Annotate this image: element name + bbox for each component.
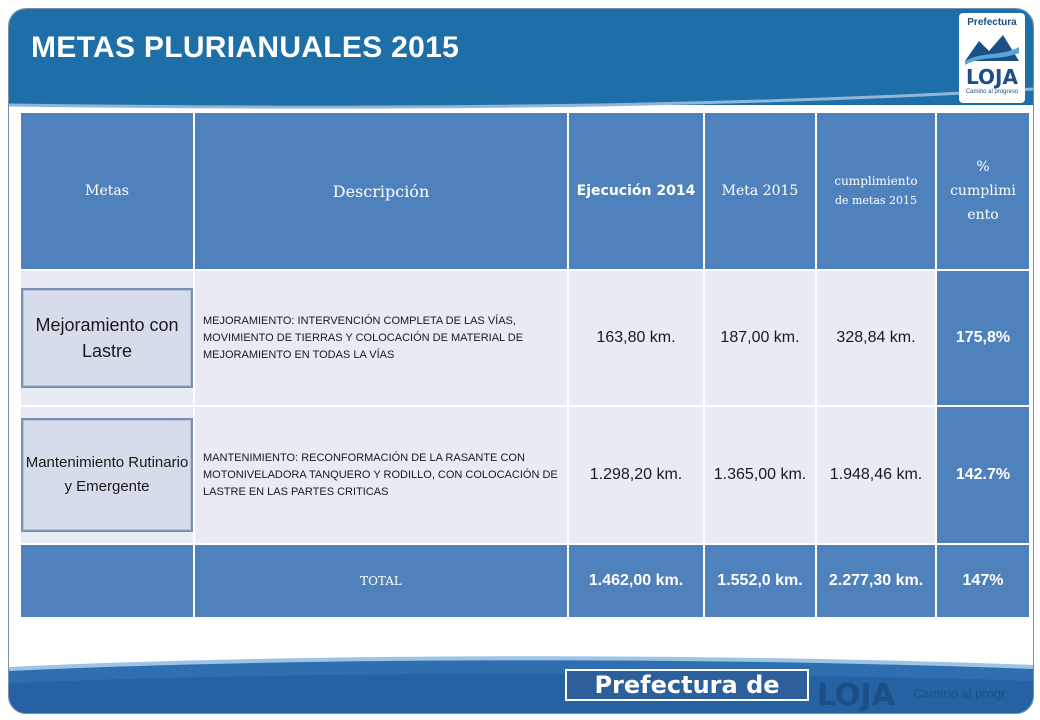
header-pct-line1: % <box>976 159 990 175</box>
footer-brand: Prefectura de <box>565 669 809 701</box>
header-cumplimiento-line1: cumplimiento <box>834 174 918 188</box>
table-row <box>20 406 1030 544</box>
meta-2015-cell: 187,00 km. <box>704 270 816 406</box>
meta-label: Mejoramiento con Lastre <box>21 288 193 388</box>
header-descripcion: Descripción <box>194 112 568 270</box>
page-title: METAS PLURIANUALES 2015 <box>31 31 460 64</box>
header-meta-2015: Meta 2015 <box>704 112 816 270</box>
header-cumplimiento <box>816 112 936 270</box>
meta-cell <box>20 270 194 406</box>
mountain-logo-icon <box>959 27 1025 67</box>
ejecucion-2014-cell: 163,80 km. <box>568 270 704 406</box>
table-header-row <box>20 112 1030 270</box>
meta-label: Mantenimiento Rutinario y Emergente <box>21 418 193 532</box>
cumplimiento-cell: 1.948,46 km. <box>816 406 936 544</box>
total-label: TOTAL <box>194 544 568 618</box>
header-ejecucion-2014: Ejecución 2014 <box>568 112 704 270</box>
goals-table <box>19 111 1031 619</box>
meta-2015-cell: 1.365,00 km. <box>704 406 816 544</box>
total-meta-2015: 1.552,0 km. <box>704 544 816 618</box>
logo-slogan: Camino al progreso <box>965 89 1019 95</box>
total-empty-cell <box>20 544 194 618</box>
header-metas: Metas <box>20 112 194 270</box>
ejecucion-2014-cell: 1.298,20 km. <box>568 406 704 544</box>
slide-frame <box>8 8 1034 714</box>
meta-cell <box>20 406 194 544</box>
total-porcentaje: 147% <box>936 544 1030 618</box>
total-cumplimiento: 2.277,30 km. <box>816 544 936 618</box>
cumplimiento-cell: 328,84 km. <box>816 270 936 406</box>
header-porcentaje <box>936 112 1030 270</box>
description-cell: MEJORAMIENTO: INTERVENCIÓN COMPLETA DE LAS VÍAS, MOVIMIENTO DE TIERRAS Y COLOCACIÓN DE MATERIAL DE MEJORAMIENTO EN TODAS LA VÍAS <box>194 270 568 406</box>
porcentaje-cell: 142.7% <box>936 406 1030 544</box>
table-row <box>20 270 1030 406</box>
footer-loja: LOJA <box>817 678 895 713</box>
total-ejecucion-2014: 1.462,00 km. <box>568 544 704 618</box>
porcentaje-cell: 175,8% <box>936 270 1030 406</box>
footer-slogan: Camino al progr <box>913 686 1006 701</box>
logo-word: LOJA <box>966 65 1018 89</box>
header-cumplimiento-line2: de metas 2015 <box>834 194 918 207</box>
header-pct-line3: ento <box>967 207 999 223</box>
logo-top-text: Prefectura <box>967 17 1017 28</box>
prefectura-logo <box>959 13 1025 103</box>
description-cell: MANTENIMIENTO: RECONFORMACIÓN DE LA RASANTE CON MOTONIVELADORA TANQUERO Y RODILLO, CON COLOCACIÓN DE LASTRE EN LAS PARTES CRITICAS <box>194 406 568 544</box>
total-row <box>20 544 1030 618</box>
header-pct-line2: cumplimi <box>950 183 1016 199</box>
